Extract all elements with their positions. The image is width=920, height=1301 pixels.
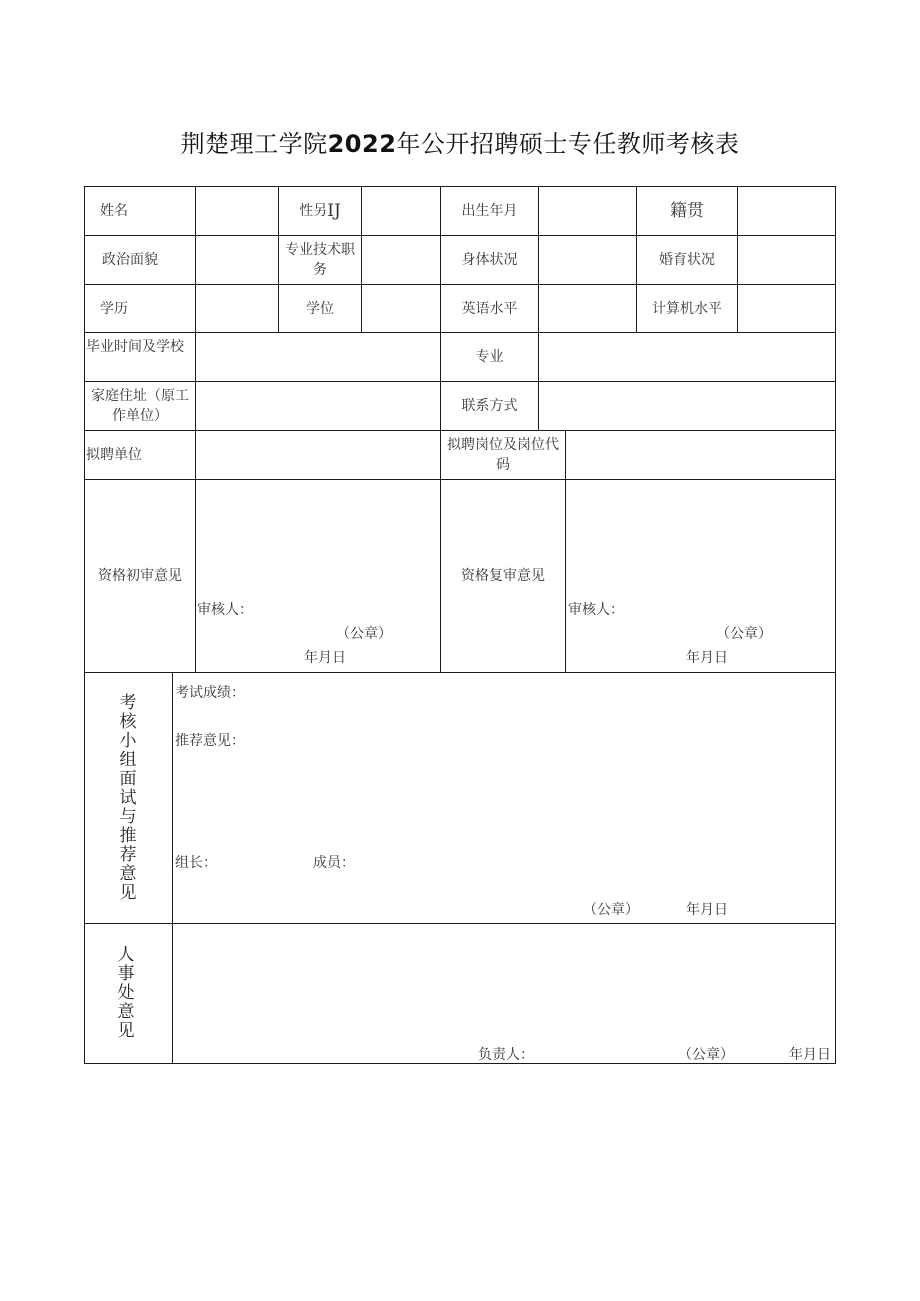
panel-seal-label: （公章） [583,902,639,918]
second-review-label: 资格复审意见 [461,568,545,584]
english-field[interactable] [539,285,636,332]
gender-field[interactable] [362,187,440,235]
marital-field[interactable] [738,236,835,284]
panel-recommend-label: 推荐意见： [175,733,245,749]
politics-label: 政治面貌 [102,252,158,268]
gender-label-text: 性另 [299,203,328,219]
computer-label: 计算机水平 [652,300,722,317]
post-label: 拟聘岗位及岗位代码 [447,437,559,473]
title-label: 专业技术职务 [285,242,355,278]
gender-mark: IJ [327,201,341,221]
panel-score-label: 考试成绩： [175,685,245,701]
marital-label: 婚育状况 [659,252,715,268]
title-year: 2022 [327,130,397,158]
major-field[interactable] [539,333,835,381]
hr-label: 人事处意见 [117,945,135,1041]
address-field[interactable] [196,382,440,430]
unit-field[interactable] [196,431,440,479]
name-label: 姓名 [100,203,128,219]
contact-field[interactable] [539,382,835,430]
computer-field[interactable] [738,285,835,332]
second-date-label: 年月日 [686,650,728,666]
title-prefix: 荆楚理工学院 [180,130,328,158]
english-label: 英语水平 [461,300,518,317]
education-label: 学历 [100,300,128,317]
panel-label: 考核小组面试与推荐意见 [119,693,137,903]
native-field[interactable] [738,187,835,235]
address-label: 家庭住址（原工作单位） [91,388,189,424]
title-suffix: 年公开招聘硕士专任教师考核表 [396,130,740,158]
grad-label: 毕业时间及学校 [86,339,184,355]
hr-date-label: 年月日 [789,1047,831,1063]
politics-field[interactable] [196,236,278,284]
unit-label: 拟聘单位 [86,447,142,463]
health-label: 身体状况 [461,252,518,268]
panel-members-label: 成员： [313,855,355,871]
second-seal-label: （公章） [716,626,772,642]
page-title [0,124,920,159]
second-reviewer-label: 审核人： [568,602,624,618]
hr-responsible-label: 负责人： [478,1047,534,1063]
grad-field[interactable] [196,333,440,381]
gender-label [279,187,361,235]
initial-reviewer-label: 审核人： [197,602,253,618]
title-field[interactable] [362,236,440,284]
post-field[interactable] [566,431,835,479]
degree-field[interactable] [362,285,440,332]
contact-label: 联系方式 [461,398,518,414]
initial-date-label: 年月日 [304,650,346,666]
hr-seal-label: （公章） [678,1047,734,1063]
health-field[interactable] [539,236,636,284]
panel-date-label: 年月日 [686,902,728,918]
birth-label: 出生年月 [461,203,518,219]
native-label: 籍贯 [670,201,704,221]
initial-review-label: 资格初审意见 [98,568,182,584]
name-field[interactable] [196,187,278,235]
degree-label: 学位 [306,300,334,317]
education-field[interactable] [196,285,278,332]
birth-field[interactable] [539,187,636,235]
initial-seal-label: （公章） [336,626,392,642]
major-label: 专业 [475,349,504,365]
panel-leader-label: 组长： [175,855,217,871]
